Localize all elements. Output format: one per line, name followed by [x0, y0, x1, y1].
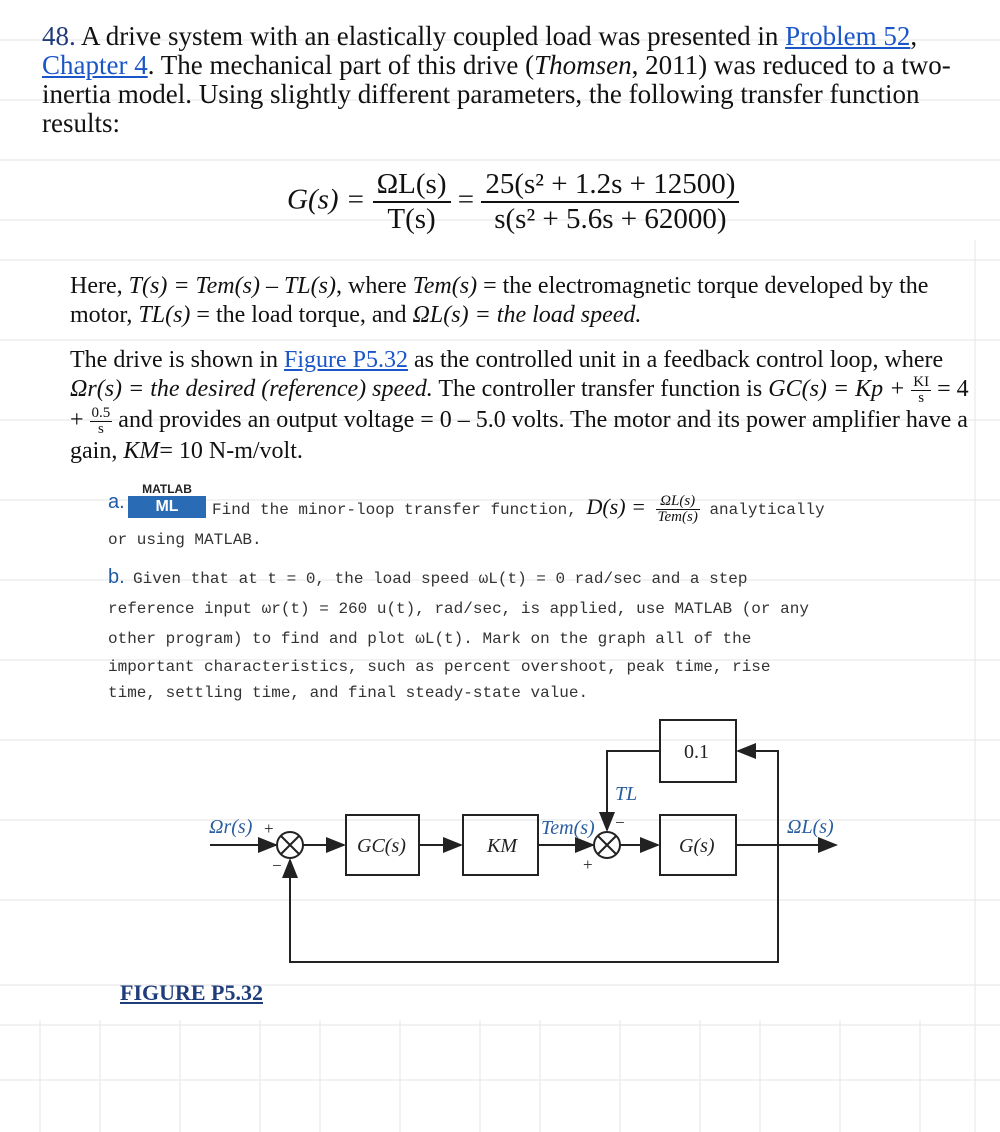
part-b-line-3: other program) to find and plot ωL(t). Mark on the graph all of the	[108, 630, 752, 648]
half-numerator: 0.5	[91, 405, 111, 421]
km-block-label: KM	[487, 835, 517, 857]
tem-symbol: Tem(s)	[412, 273, 478, 299]
sum1-plus: +	[264, 819, 274, 838]
intro-text-1: A drive system with an elastically coupled load was presented in	[81, 21, 779, 51]
km-symbol: KM	[123, 438, 160, 464]
part-a-text: analytically	[709, 501, 825, 519]
part-b-line-4: important characteristics, such as percent overshoot, peak time, rise	[108, 658, 771, 676]
tl-symbol: TL(s)	[138, 302, 191, 328]
para2-text: as the controlled unit in a feedback control loop, where	[414, 347, 944, 373]
intro-text-2: . The mechanical part of this drive (	[147, 50, 535, 80]
feedback-gain-label: 0.1	[684, 741, 709, 763]
para2-text: The controller transfer function is	[438, 376, 763, 403]
citation-author: Thomsen	[534, 50, 632, 80]
load-speed-definition: ΩL(s) = the load speed.	[412, 302, 642, 328]
part-b-label: b.	[108, 566, 125, 588]
chapter-4-link[interactable]: Chapter 4	[42, 50, 148, 80]
input-label: Ωr(s)	[209, 816, 253, 838]
tf-ratio-numerator: ΩL(s)	[376, 168, 447, 200]
torque-definition: T(s) = Tem(s) – TL(s)	[128, 273, 336, 299]
sum2-minus: −	[615, 813, 625, 832]
controller-values: = 4 +	[70, 376, 969, 434]
problem-52-link[interactable]: Problem 52	[785, 21, 911, 51]
ki-numerator: KI	[913, 374, 930, 390]
para2-text: and provides an output voltage = 0 – 5.0 volts. The motor and its power amplifier have a gain,	[70, 407, 968, 464]
part-a-label: a.	[108, 491, 125, 513]
para1-text: , where	[335, 273, 407, 299]
para2-text: The drive is shown in	[70, 347, 278, 373]
tl-label: TL	[615, 783, 638, 805]
ki-denominator: s	[911, 390, 931, 406]
d-lhs: D(s) =	[586, 494, 646, 519]
part-b-line-1: Given that at t = 0, the load speed ωL(t) = 0 rad/sec and a step	[133, 570, 748, 588]
tf-ratio-denominator: T(s)	[373, 201, 451, 236]
reference-speed-definition: Ωr(s) = the desired (reference) speed.	[70, 376, 433, 403]
matlab-badge-title: MATLAB	[142, 482, 192, 496]
figure-caption: FIGURE P5.32	[120, 980, 263, 1005]
d-numerator: ΩL(s)	[660, 493, 696, 510]
tf-numerator: 25(s² + 1.2s + 12500)	[485, 168, 736, 200]
d-denominator: Tem(s)	[657, 509, 698, 526]
half-denominator: s	[90, 421, 113, 437]
part-a-continuation: or using MATLAB.	[108, 531, 262, 549]
intro-comma: ,	[910, 21, 918, 51]
tf-lhs: G(s) =	[287, 183, 366, 216]
part-b-line-2: reference input ωr(t) = 260 u(t), rad/sec, is applied, use MATLAB (or any	[108, 600, 809, 618]
output-label: ΩL(s)	[787, 816, 834, 838]
matlab-badge-ml: ML	[128, 496, 206, 518]
sum1-minus: −	[272, 856, 282, 875]
sum2-plus: +	[583, 855, 593, 874]
citation-year: , 2011	[631, 50, 699, 80]
inner-feedback-path	[738, 751, 778, 845]
intro-text-3: ) was reduced to a two-inertia model. Using slightly different parameters, the following transfer function results:	[42, 50, 951, 138]
controller-equation: GC(s) = Kp +	[768, 376, 906, 403]
para1-text: = the electromagnetic torque developed by the motor,	[70, 273, 929, 328]
part-b-line-5: time, settling time, and final steady-state value.	[108, 684, 589, 702]
figure-p5-32-link[interactable]: Figure P5.32	[283, 347, 408, 373]
tf-equals: =	[457, 183, 475, 216]
problem-number: 48.	[42, 21, 76, 51]
gc-block-label: GC(s)	[357, 835, 406, 857]
tf-denominator: s(s² + 5.6s + 62000)	[481, 201, 739, 236]
para1-text: = the load torque, and	[196, 302, 407, 328]
g-block-label: G(s)	[679, 835, 715, 857]
outer-feedback-path	[290, 845, 778, 962]
para2-text: = 10 N-m/volt.	[159, 438, 303, 464]
tem-label: Tem(s)	[541, 817, 595, 839]
part-a-text: Find the minor-loop transfer function,	[212, 501, 577, 519]
para1-text: Here,	[70, 273, 123, 299]
